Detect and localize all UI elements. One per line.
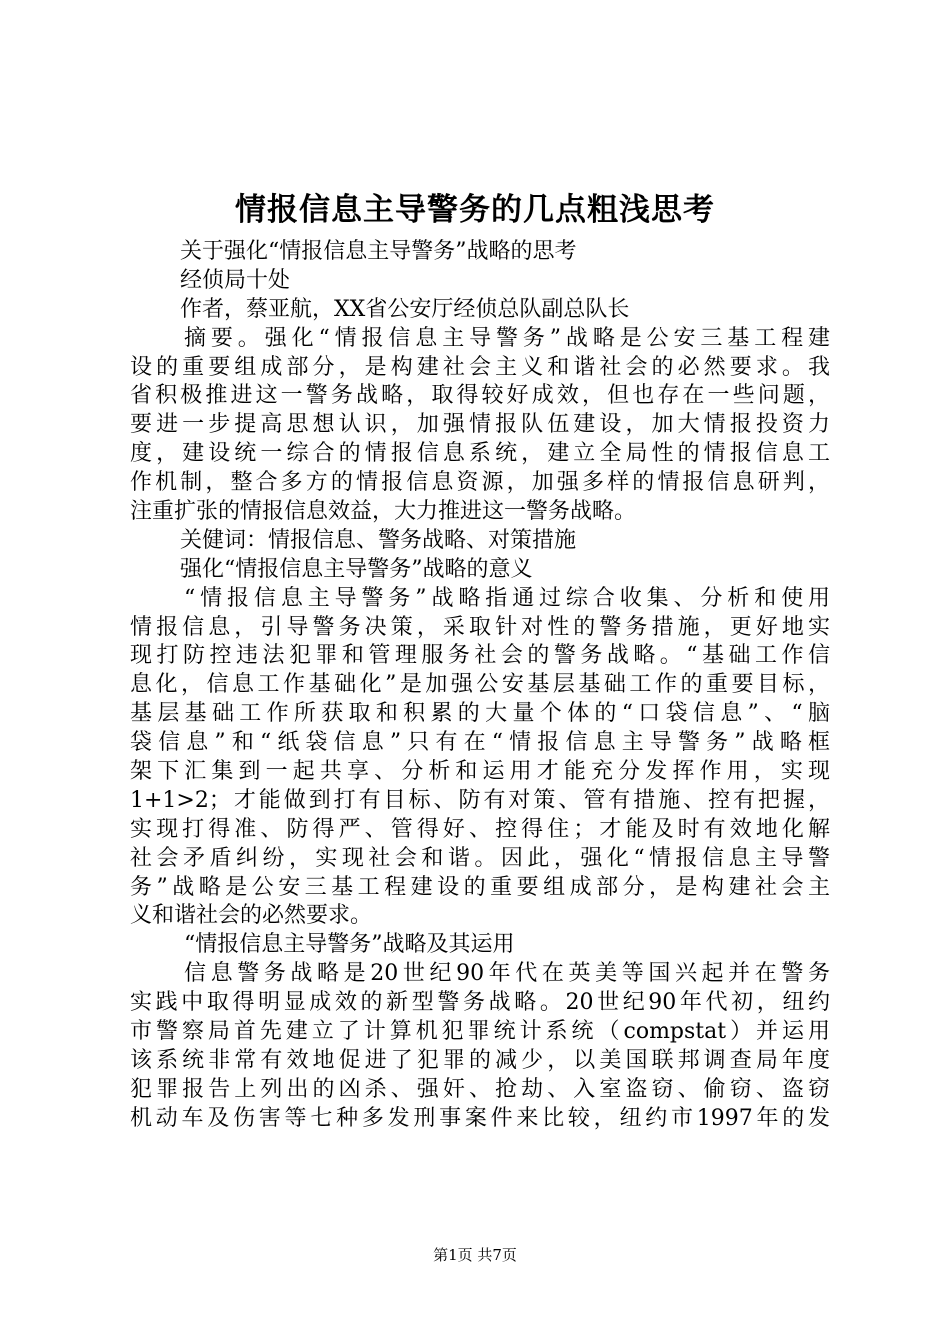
text-line: 机动车及伤害等七种多发刑事案件来比较，纽约市1997年的发 [130, 1105, 830, 1131]
text-line: 设的重要组成部分，是构建社会主义和谐社会的必然要求。我 [130, 354, 830, 380]
text-line: 义和谐社会的必然要求。 [130, 903, 373, 929]
text-line: “情报信息主导警务”战略指通过综合收集、分析和使用 [184, 585, 830, 611]
document-title: 情报信息主导警务的几点粗浅思考 [235, 192, 715, 228]
text-line: 实践中取得明显成效的新型警务战略。20世纪90年代初，纽约 [130, 990, 830, 1016]
text-line: 信息警务战略是20世纪90年代在英美等国兴起并在警务 [184, 961, 830, 987]
text-line: 袋信息”和“纸袋信息”只有在“情报信息主导警务”战略框 [130, 730, 830, 756]
text-line: 息化，信息工作基础化”是加强公安基层基础工作的重要目标， [130, 672, 830, 698]
text-line: 强化“情报信息主导警务”战略的意义 [180, 556, 533, 582]
text-line: 社会矛盾纠纷，实现社会和谐。因此，强化“情报信息主导警 [130, 845, 830, 871]
text-line: 注重扩张的情报信息效益，大力推进这一警务战略。 [130, 499, 637, 525]
text-line: 关于强化“情报信息主导警务”战略的思考 [180, 239, 577, 264]
text-line: 犯罪报告上列出的凶杀、强奸、抢劫、入室盗窃、偷窃、盗窃 [130, 1076, 830, 1102]
text-line: 摘要。强化“情报信息主导警务”战略是公安三基工程建 [184, 325, 830, 351]
text-line: 1+1>2；才能做到打有目标、防有对策、管有措施、控有把握， [130, 787, 830, 813]
text-line: 度，建设统一综合的情报信息系统，建立全局性的情报信息工 [130, 441, 830, 467]
text-line: 要进一步提高思想认识，加强情报队伍建设，加大情报投资力 [130, 412, 830, 438]
text-line: 现打防控违法犯罪和管理服务社会的警务战略。“基础工作信 [130, 643, 830, 669]
text-line: 经侦局十处 [180, 267, 291, 293]
text-line: 情报信息，引导警务决策，采取针对性的警务措施，更好地实 [130, 614, 830, 640]
text-line: 务”战略是公安三基工程建设的重要组成部分，是构建社会主 [130, 874, 830, 900]
document-body [130, 238, 830, 1134]
text-line: 实现打得准、防得严、管得好、控得住；才能及时有效地化解 [130, 816, 830, 842]
text-line: 关健词：情报信息、警务战略、对策措施 [180, 527, 577, 553]
text-line: 省积极推进这一警务战略，取得较好成效，但也存在一些问题， [130, 383, 830, 409]
text-line: 市警察局首先建立了计算机犯罪统计系统（compstat）并运用 [130, 1019, 830, 1045]
text-line: 架下汇集到一起共享、分析和运用才能充分发挥作用，实现 [130, 759, 830, 785]
text-line: “情报信息主导警务”战略及其运用 [184, 932, 515, 958]
page-footer: 第1页 共7页 [433, 1246, 517, 1264]
text-line: 该系统非常有效地促进了犯罪的减少，以美国联邦调查局年度 [130, 1047, 830, 1073]
text-line: 作者，蔡亚航，XX省公安厅经侦总队副总队长 [180, 296, 630, 322]
text-line: 基层基础工作所获取和积累的大量个体的“口袋信息”、“脑 [130, 701, 830, 727]
text-line: 作机制，整合多方的情报信息资源，加强多样的情报信息研判， [130, 470, 830, 496]
